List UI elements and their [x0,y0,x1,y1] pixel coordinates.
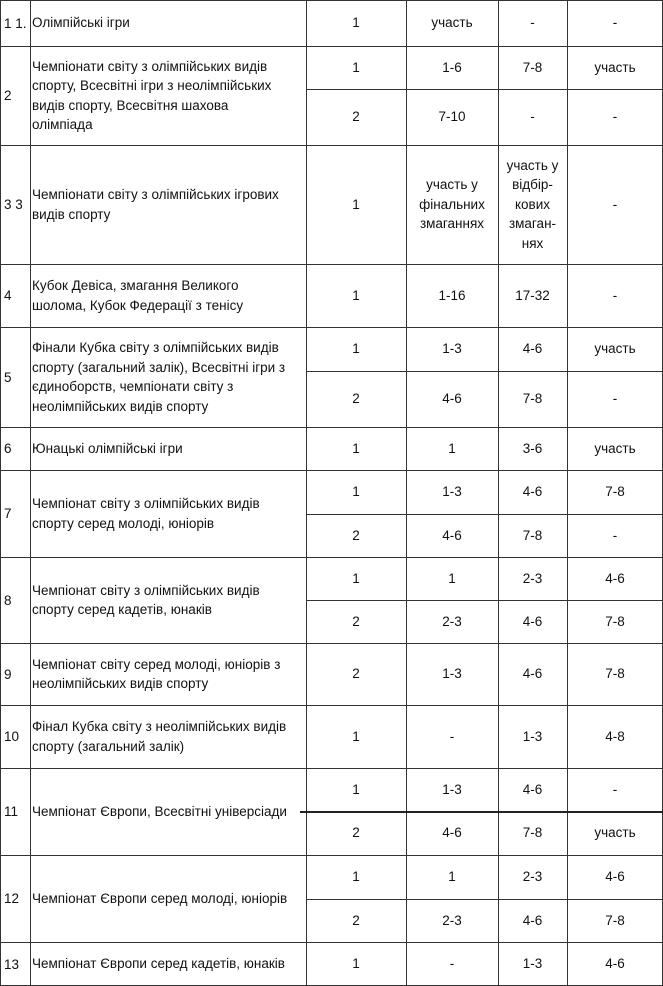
place-range-3 [567,942,663,986]
group-number-text: 2 [352,912,360,928]
place-range-2-text: 17-32 [515,287,550,303]
row-number: 8 [4,592,12,608]
place-range-2-text: 1-3 [522,956,543,972]
group-number [306,811,406,855]
place-range-2-text: участь у відбір- кових змаган- нях [506,157,559,251]
place-range-1-text: 1-3 [442,341,462,357]
place-range-3-text: - [612,781,618,797]
place-range-2 [498,811,567,855]
place-range-2-text: 3-6 [522,440,543,456]
place-range-2 [498,0,567,46]
place-range-3-text: 4-6 [605,570,625,586]
group-number-text: 1 [352,59,360,75]
place-range-1 [406,470,498,514]
group-number-text: 1 [352,484,360,500]
group-number-text: 2 [352,391,360,407]
group-number [306,514,406,557]
group-number-text: 1 [352,956,360,972]
group-number [306,427,406,470]
place-range-1-text: 4-6 [442,527,462,543]
group-number [306,600,406,643]
place-range-1 [406,427,498,470]
place-range-1 [406,264,498,327]
place-range-1-text: участь у фінальних змаганнях [419,177,485,232]
place-range-1-text: 2-3 [442,912,462,928]
place-range-2 [498,46,567,89]
row-number: 5 [4,369,12,385]
place-range-2 [498,942,567,986]
place-range-1 [406,145,498,264]
group-number [306,942,406,986]
place-range-2 [498,427,567,470]
place-range-1-text: - [449,728,455,744]
place-range-3-text: 7-8 [605,666,625,682]
group-number-text: 2 [352,825,360,841]
place-range-3 [567,643,663,705]
place-range-3-text: участь [594,341,636,357]
group-number-text: 2 [352,109,360,125]
row-number: 1 1. [4,15,27,31]
place-range-2-text: 4-6 [522,484,543,500]
place-range-3-text: 7-8 [605,484,625,500]
group-number-text: 1 [352,287,360,303]
place-range-3-text: 4-8 [605,728,625,744]
place-range-1 [406,557,498,600]
place-range-1-text: - [449,956,455,972]
place-range-1-text: 1-16 [438,287,466,303]
place-range-1 [406,327,498,371]
place-range-3 [567,811,663,855]
place-range-2-text: 7-8 [522,391,543,407]
place-range-1 [406,514,498,557]
place-range-1-text: 1 [448,440,456,456]
place-range-3-text: - [612,109,618,125]
competition-name: Чемпіонат Європи, Всесвітні універсіади [32,803,287,819]
group-number [306,768,406,811]
place-range-3-text: 4-6 [605,869,625,885]
place-range-3-text: 4-6 [605,956,625,972]
place-range-1-text: участь [431,15,473,31]
place-range-1-text: 1-3 [442,666,462,682]
place-range-2 [498,643,567,705]
group-number-text: 1 [352,440,360,456]
place-range-3 [567,0,663,46]
group-number-text: 2 [352,527,360,543]
place-range-3 [567,899,663,942]
place-range-3 [567,768,663,811]
place-range-2 [498,557,567,600]
place-range-3 [567,46,663,89]
place-range-2 [498,89,567,145]
place-range-1-text: 1 [448,570,456,586]
row-number: 7 [4,506,12,521]
group-number [306,327,406,371]
place-range-1 [406,89,498,145]
place-range-2 [498,371,567,427]
place-range-3-text: - [612,287,618,303]
place-range-2-text: 7-8 [522,825,543,841]
place-range-3 [567,145,663,264]
group-number-text: 1 [352,781,360,797]
place-range-2 [498,145,567,264]
place-range-2-text: 7-8 [522,59,543,75]
group-number [306,557,406,600]
group-number [306,145,406,264]
place-range-2 [498,264,567,327]
group-number [306,46,406,89]
place-range-2 [498,899,567,942]
place-range-3-text: - [612,527,618,543]
group-number-text: 1 [352,341,360,357]
place-range-1-text: 1 [448,869,456,885]
place-range-1-text: 7-10 [438,109,466,125]
place-range-1-text: 2-3 [442,613,462,629]
place-range-1 [406,768,498,811]
competition-name: Чемпіонат світу з олімпійських видів спорту серед кадетів, юнаків [32,582,260,617]
place-range-2 [498,514,567,557]
place-range-3-text: участь [594,825,636,841]
competition-name: Чемпіонати світу з олімпійських ігрових видів спорту [32,187,279,222]
place-range-3-text: - [612,15,618,31]
place-range-2-text: 4-6 [522,341,543,357]
row-number: 2 [4,88,12,103]
competition-name: Чемпіонат світу з олімпійських видів спорту серед молоді, юніорів [32,496,260,531]
group-number [306,643,406,705]
group-number [306,371,406,427]
place-range-3 [567,427,663,470]
competition-name: Олімпійські ігри [32,15,130,31]
competition-name: Чемпіонат Європи серед кадетів, юнаків [32,956,285,972]
competition-name: Фінали Кубка світу з олімпійських видів спорту (загальний залік), Всесвітні ігри з єдиноборств, чемпіонати світу з неолімпійських видів спорту [32,340,286,414]
group-number-text: 1 [352,570,360,586]
place-range-2-text: 4-6 [522,912,543,928]
place-range-3-text: - [612,391,618,407]
group-number [306,264,406,327]
competition-name: Чемпіонати світу з олімпійських видів спорту, Всесвітні ігри з неолімпійських видів спорту, Всесвітня шахова олімпіада [32,58,272,132]
place-range-3-text: 7-8 [605,912,625,928]
row-number: 13 [4,956,20,972]
group-number [306,89,406,145]
place-range-3 [567,514,663,557]
place-range-2-text: 7-8 [522,527,543,543]
row-number: 6 [4,441,12,456]
place-range-1-text: 1-6 [442,59,462,75]
place-range-3-text: участь [594,59,636,75]
place-range-2-text: 4-6 [522,666,543,682]
place-range-3 [567,600,663,643]
row-number: 12 [4,891,20,906]
group-number [306,855,406,899]
group-number-text: 2 [352,666,360,682]
place-range-1-text: 1-3 [442,484,462,500]
group-number [306,705,406,768]
group-number-text: 1 [352,728,360,744]
place-range-2-text: 2-3 [522,570,543,586]
place-range-2-text: 4-6 [522,781,543,797]
place-range-1-text: 1-3 [442,781,462,797]
place-range-3 [567,264,663,327]
competition-name: Фінал Кубка світу з неолімпійських видів спорту (загальний залік) [32,719,287,754]
place-range-2 [498,600,567,643]
place-range-3 [567,327,663,371]
row-number: 4 [4,288,12,303]
place-range-1 [406,855,498,899]
place-range-3 [567,470,663,514]
place-range-2 [498,768,567,811]
group-number [306,0,406,46]
competition-name: Чемпіонат Європи серед молоді, юніорів [32,890,288,906]
place-range-1 [406,899,498,942]
group-number-text: 1 [352,15,360,31]
place-range-3 [567,855,663,899]
place-range-3-text: - [612,196,618,212]
row-number: 11 [4,804,19,819]
place-range-2 [498,327,567,371]
place-range-2 [498,705,567,768]
group-number [306,470,406,514]
place-range-2-text: 4-6 [522,613,543,629]
place-range-1 [406,371,498,427]
place-range-1-text: 4-6 [442,825,462,841]
place-range-1 [406,643,498,705]
place-range-3-text: участь [594,440,636,456]
place-range-1 [406,811,498,855]
row-number: 3 3 [4,197,23,212]
place-range-1 [406,705,498,768]
place-range-2-text: 1-3 [522,728,543,744]
group-number-text: 2 [352,613,360,629]
row-number: 9 [4,666,12,682]
group-number [306,899,406,942]
place-range-3 [567,557,663,600]
place-range-2 [498,470,567,514]
place-range-3 [567,705,663,768]
place-range-2-text: 2-3 [522,869,543,885]
place-range-2 [498,855,567,899]
competition-name: Юнацькі олімпійські ігри [32,440,183,456]
competition-name: Кубок Девіса, змагання Великого шолома, Кубок Федерації з тенісу [32,278,244,313]
place-range-1-text: 4-6 [442,391,462,407]
place-range-3 [567,371,663,427]
place-range-3 [567,89,663,145]
place-range-2-text: - [530,15,535,31]
competition-name: Чемпіонат світу серед молоді, юніорів з неолімпійських видів спорту [32,656,281,691]
place-range-1 [406,600,498,643]
row-number: 10 [4,729,20,744]
place-range-1 [406,0,498,46]
group-number-text: 1 [352,196,360,212]
group-number-text: 1 [352,869,360,885]
place-range-2-text: - [530,109,535,125]
place-range-1 [406,46,498,89]
place-range-3-text: 7-8 [605,613,625,629]
place-range-1 [406,942,498,986]
